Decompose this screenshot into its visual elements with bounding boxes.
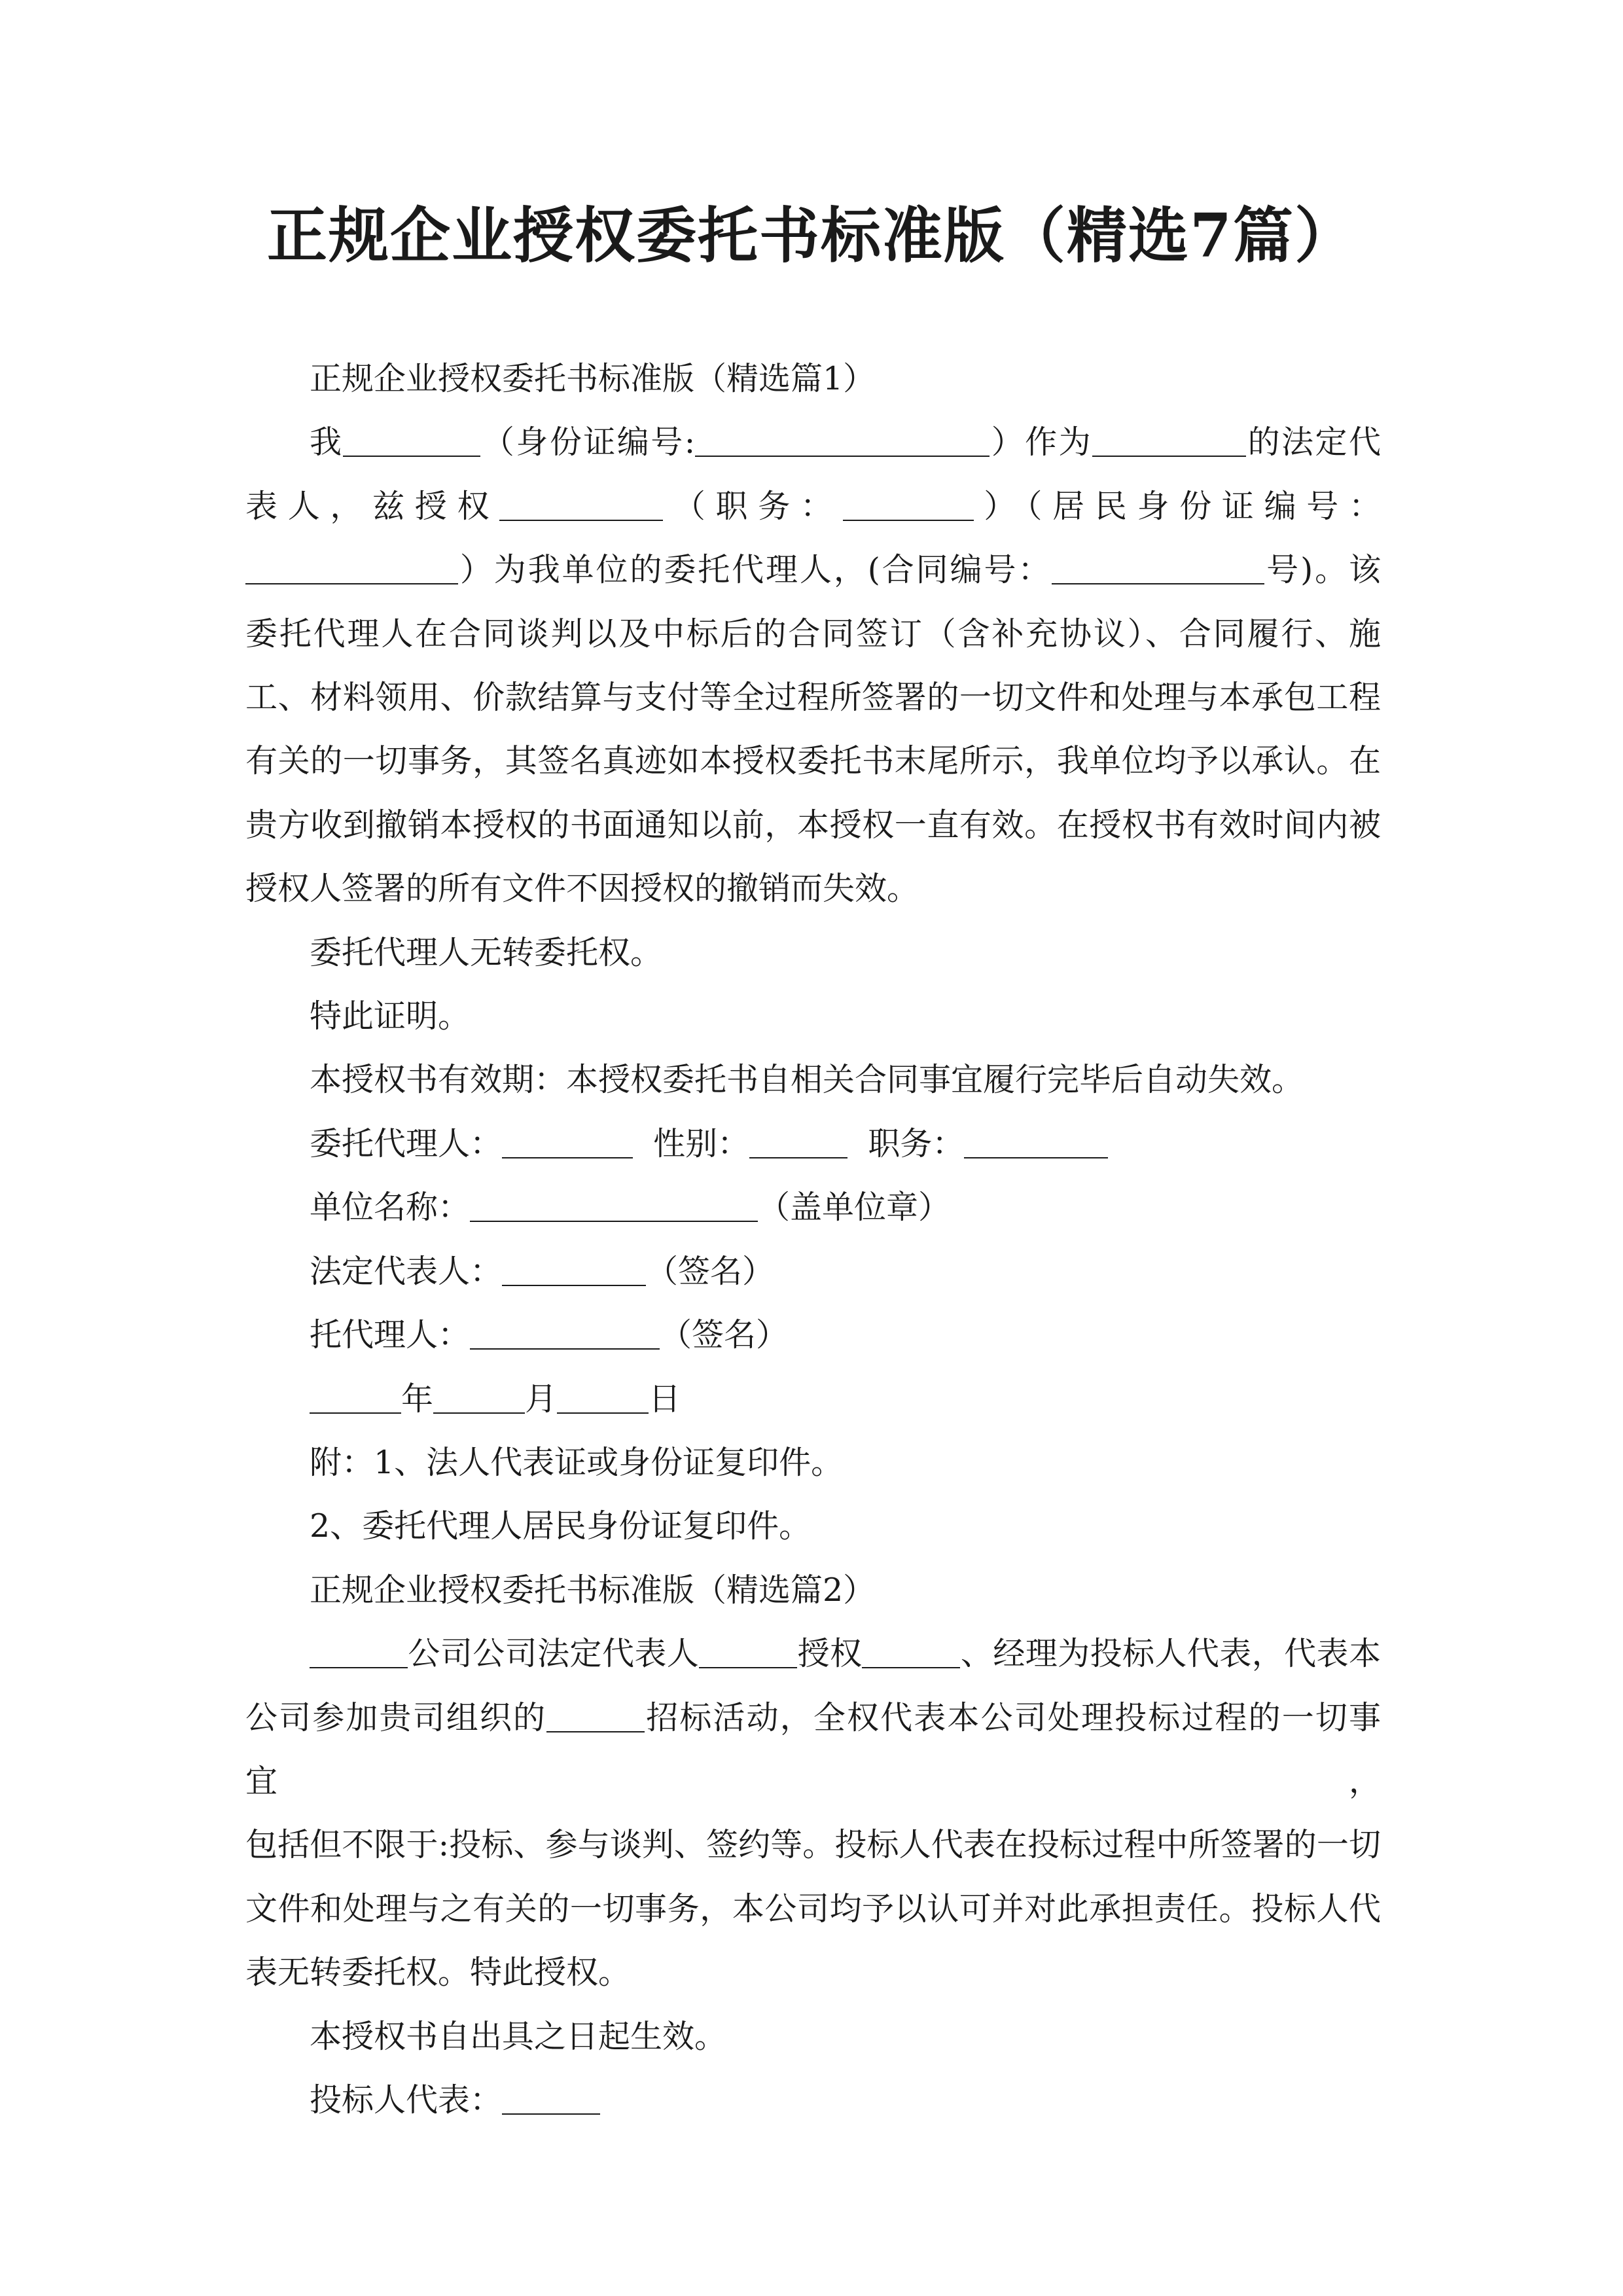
section2-para1-line1 xyxy=(245,1622,1381,1685)
blank-month xyxy=(433,1382,525,1414)
blank-position xyxy=(964,1127,1108,1158)
agent-label: 委托代理人： xyxy=(310,1124,503,1162)
blank-unit-name xyxy=(470,1191,758,1222)
legal-rep-line xyxy=(245,1240,1381,1303)
blank-agent-name xyxy=(499,490,663,521)
text-segment: 号)。该 xyxy=(1264,551,1381,589)
blank-gender xyxy=(749,1127,847,1158)
blank-day xyxy=(557,1382,649,1414)
sign-note: （签名） xyxy=(646,1252,775,1290)
blank-contract-number xyxy=(1052,553,1264,584)
seal-note: （盖单位章） xyxy=(758,1189,951,1227)
section1-heading: 正规企业授权委托书标准版（精选篇1） xyxy=(310,360,876,397)
blank-agent xyxy=(502,1127,633,1158)
blank-project xyxy=(546,1701,645,1732)
legal-rep-label: 法定代表人： xyxy=(310,1252,503,1290)
text-segment: ）作为 xyxy=(990,423,1093,461)
bidder-rep-line xyxy=(245,2068,1381,2132)
section1-para1-line3 xyxy=(245,538,1381,601)
blank-legal-rep xyxy=(502,1255,646,1286)
section1-para1-rest: 委托代理人在合同谈判以及中标后的合同签订（含补充协议）、合同履行、施工、材料领用、价款结算与支付等全过程所签署的一切文件和处理与本承包工程有关的一切事务，其签名真迹如本授权委托书末尾所示，我单位均予以承认。在贵方收到撤销本授权的书面通知以前，本授权一直有效。在授权书有效时间内被授权人签署的所有文件不因授权的撤销而失效。 xyxy=(245,615,1381,908)
section1-para1-line2 xyxy=(245,475,1381,538)
text-segment: 表人，兹授权 xyxy=(245,487,500,525)
blank-proxy xyxy=(470,1318,660,1350)
blank-agent-id xyxy=(245,553,458,584)
year-label: 年 xyxy=(401,1380,434,1418)
section2-para1-rest: 包括但不限于:投标、参与谈判、签约等。投标人代表在投标过程中所签署的一切文件和处理与之有关的一切事务，本公司均予以认可并对此承担责任。投标人代表无转委托权。特此授权。 xyxy=(245,1826,1381,1992)
no-transfer-text: 委托代理人无转委托权。 xyxy=(310,933,663,971)
blank-agent-position xyxy=(843,490,974,521)
validity-text: 本授权书有效期：本授权委托书自相关合同事宜履行完毕后自动失效。 xyxy=(310,1061,1304,1099)
sign-note: （签名） xyxy=(660,1316,789,1354)
gender-label: 性别： xyxy=(653,1124,750,1162)
proxy-label: 托代理人： xyxy=(310,1316,471,1354)
document-body xyxy=(245,347,1381,2132)
effective-text: 本授权书自出具之日起生效。 xyxy=(310,2017,727,2055)
section2-heading: 正规企业授权委托书标准版（精选篇2） xyxy=(310,1571,876,1609)
day-label: 日 xyxy=(649,1380,681,1418)
blank-name xyxy=(343,425,480,457)
text-segment: 公司公司法定代表人 xyxy=(408,1635,700,1673)
proxy-line xyxy=(245,1303,1381,1367)
position-label: 职务： xyxy=(868,1124,965,1162)
blank-company xyxy=(310,1637,408,1668)
certify-text: 特此证明。 xyxy=(310,997,471,1035)
blank-company xyxy=(1092,425,1246,457)
text-segment: （职务： xyxy=(663,487,843,525)
blank-bidder-rep xyxy=(502,2083,600,2115)
text-segment: ）为我单位的委托代理人，(合同编号： xyxy=(458,551,1052,589)
section2-para1-line2 xyxy=(245,1686,1381,1814)
text-segment: 公司参加贵司组织的 xyxy=(245,1698,547,1736)
blank-year xyxy=(310,1382,401,1414)
unit-label: 单位名称： xyxy=(310,1189,471,1227)
unit-name-line xyxy=(245,1175,1381,1239)
agent-info-line xyxy=(245,1112,1381,1175)
text-segment: （身份证编号: xyxy=(480,423,696,461)
date-line xyxy=(245,1367,1381,1431)
section1-para1-line1 xyxy=(245,410,1381,474)
month-label: 月 xyxy=(525,1380,558,1418)
text-segment: 招标活动，全权代表本公司处理投标过程的一切事宜， xyxy=(245,1698,1381,1800)
attachment-2: 2、委托代理人居民身份证复印件。 xyxy=(310,1507,812,1545)
blank-manager xyxy=(862,1637,960,1668)
attachment-1: 附：1、法人代表证或身份证复印件。 xyxy=(310,1443,844,1481)
text-segment: 的法定代 xyxy=(1246,423,1381,461)
blank-legal-rep xyxy=(699,1637,797,1668)
text-segment: 我 xyxy=(310,423,344,461)
text-segment: 授权 xyxy=(797,1635,863,1673)
text-segment: ）（居民身份证编号： xyxy=(973,487,1381,525)
document-title: 正规企业授权委托书标准版（精选7篇） xyxy=(266,200,1356,271)
blank-id-number xyxy=(695,425,990,457)
text-segment: 、经理为投标人代表，代表本 xyxy=(960,1635,1381,1673)
bidder-rep-label: 投标人代表： xyxy=(310,2081,503,2119)
